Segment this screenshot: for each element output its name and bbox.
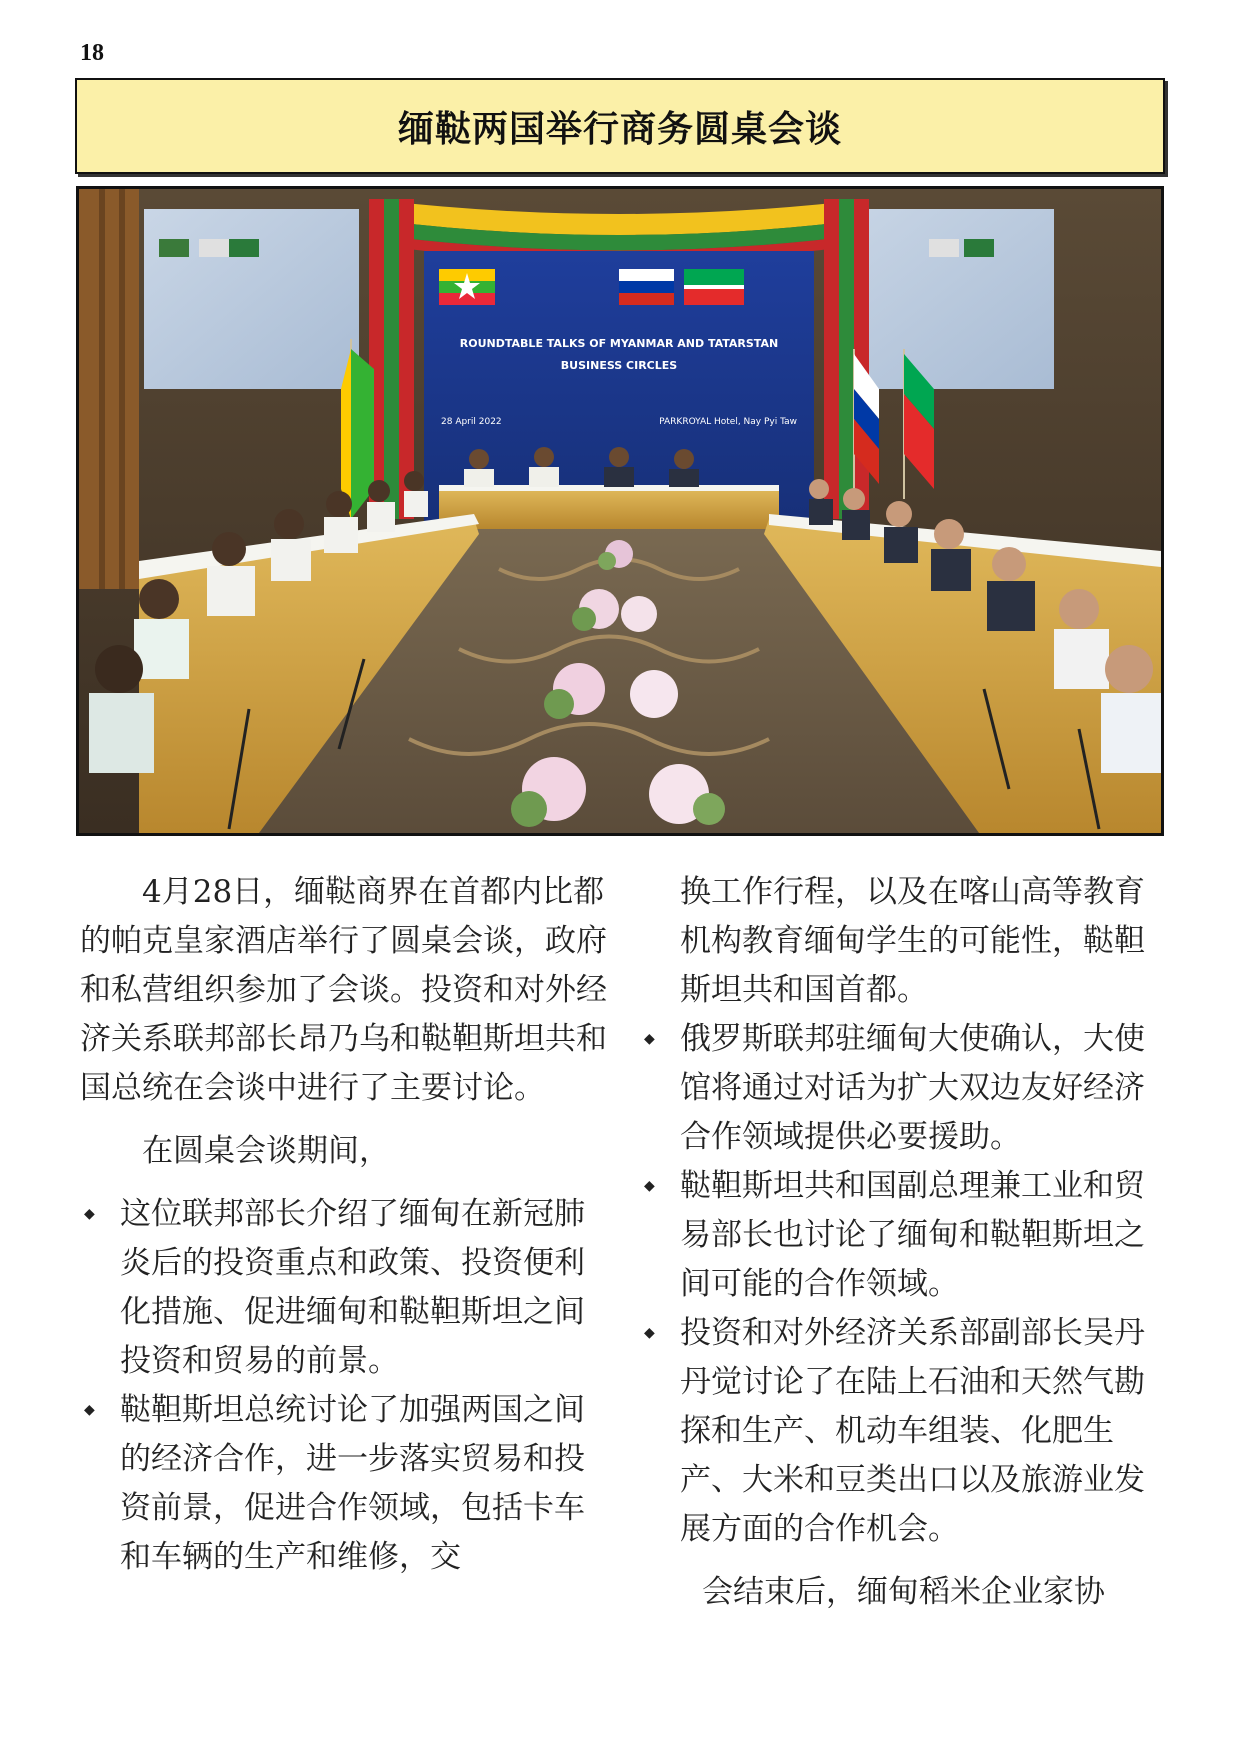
conference-photo xyxy=(76,186,1164,836)
article-left-column xyxy=(80,868,610,1582)
bullet-item: ◆ 投资和对外经济关系部副部长吴丹丹觉讨论了在陆上石油和天然气勘探和生产、机动车组装、化肥生产、大米和豆类出口以及旅游业发展方面的合作机会。 xyxy=(640,1309,1170,1554)
bullet-item: ◆ 鞑靼斯坦共和国副总理兼工业和贸易部长也讨论了缅甸和鞑靼斯坦之间可能的合作领域。 xyxy=(640,1162,1170,1309)
bullet-item: ◆ 这位联邦部长介绍了缅甸在新冠肺炎后的投资重点和政策、投资便利化措施、促进缅甸和鞑靼斯坦之间投资和贸易的前景。 xyxy=(80,1190,610,1386)
left-screen xyxy=(144,209,359,389)
banner-title-line1: ROUNDTABLE TALKS OF MYANMAR AND TATARSTAN xyxy=(459,337,779,350)
banner-date: 28 April 2022 xyxy=(441,417,502,427)
tatarstan-flag-icon xyxy=(684,269,744,305)
page-title: 缅鞑两国举行商务圆桌会谈 xyxy=(397,108,842,150)
conference-illustration xyxy=(79,189,1161,833)
banner-title-line2: BUSINESS CIRCLES xyxy=(560,359,678,372)
russia-flag-icon xyxy=(619,269,674,305)
bullet-item: ◆ 鞑靼斯坦总统讨论了加强两国之间的经济合作，进一步落实贸易和投资前景，促进合作领域，包括卡车和车辆的生产和维修，交 xyxy=(80,1386,610,1582)
during-paragraph: 在圆桌会谈期间， xyxy=(142,1133,390,1169)
closing-paragraph: 会结束后，缅甸稻米企业家协 xyxy=(702,1574,1105,1610)
banner-venue: PARKROYAL Hotel, Nay Pyi Taw xyxy=(659,417,797,427)
title-box xyxy=(75,78,1165,174)
left-curtain xyxy=(79,189,139,589)
bullet-item: ◆ 俄罗斯联邦驻缅甸大使确认，大使馆将通过对话为扩大双边友好经济合作领域提供必要援助。 xyxy=(640,1015,1170,1162)
myanmar-flag-icon xyxy=(439,269,495,305)
intro-paragraph: 4月28日，缅鞑商界在首都内比都的帕克皇家酒店举行了圆桌会谈，政府和私营组织参加了会谈。投资和对外经济关系联邦部长昂乃乌和鞑靼斯坦共和国总统在会谈中进行了主要讨论。 xyxy=(80,874,607,1106)
continuation-text: 换工作行程，以及在喀山高等教育机构教育缅甸学生的可能性，鞑靼斯坦共和国首都。 xyxy=(680,874,1145,1008)
head-table xyxy=(439,489,779,529)
page-number: 18 xyxy=(80,40,104,66)
article-right-column xyxy=(640,868,1170,1617)
